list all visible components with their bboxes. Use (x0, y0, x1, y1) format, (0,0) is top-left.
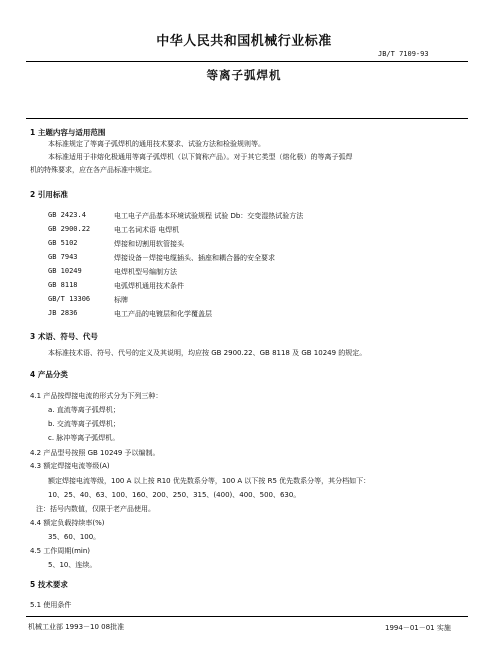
document-title: 等离子弧焊机 (206, 68, 282, 82)
section-4-heading: 4 产品分类 (30, 370, 68, 379)
reference-code: JB 2836 (48, 309, 78, 317)
section-1-heading: 1 主题内容与适用范围 (30, 128, 106, 137)
clause-4-1-item-a: a. 直流等离子弧焊机； (48, 406, 120, 414)
clause-4-5-values: 5、10、连续。 (48, 561, 97, 569)
clause-4-3-note: 注：括号内数值，仅限于老产品使用。 (36, 505, 155, 513)
reference-code: GB 5102 (48, 239, 78, 247)
clause-4-1-item-b: b. 交流等离子弧焊机； (48, 420, 120, 428)
clause-4-1-item-c: c. 脉冲等离子弧焊机。 (48, 434, 120, 442)
section-1-paragraph-1: 本标准规定了等离子弧焊机的通用技术要求、试验方法和检验规则等。 (48, 140, 265, 148)
reference-name: 电工电子产品基本环境试验规程 试验 Db：交变湿热试验方法 (114, 212, 304, 220)
reference-name: 电工产品的电镀层和化学覆盖层 (114, 310, 212, 318)
section-1-paragraph-2-line-1: 本标准适用于非熔化极通用等离子弧焊机（以下简称产品）。对于其它类型（熔化极）的等离子弧焊 (48, 153, 353, 161)
reference-name: 标牌 (114, 296, 128, 304)
reference-name: 焊接和切割用软管接头 (114, 240, 184, 248)
reference-code: GB/T 13306 (48, 295, 91, 303)
header-rule (26, 61, 468, 62)
clause-5-1: 5.1 使用条件 (30, 601, 72, 609)
clause-4-4-values: 35、60、100。 (48, 533, 101, 541)
reference-code: GB 10249 (48, 267, 82, 275)
reference-code: GB 2900.22 (48, 225, 91, 233)
reference-name: 焊接设备－焊接电缆插头、插座和耦合器的安全要求 (114, 254, 275, 262)
clause-4-1: 4.1 产品按焊接电流的形式分为下列三种： (30, 392, 163, 400)
reference-name: 电弧焊机通用技术条件 (114, 282, 184, 290)
clause-4-3: 4.3 额定焊接电流等级(A) (30, 462, 110, 470)
section-3-heading: 3 术语、符号、代号 (30, 332, 98, 341)
reference-code: GB 8118 (48, 281, 78, 289)
approval-date: 机械工业部 1993－10 08批准 (28, 623, 125, 631)
clause-4-4: 4.4 额定负载持续率(%) (30, 519, 105, 527)
standard-number: JB/T 7109-93 (378, 50, 429, 58)
organization-title: 中华人民共和国机械行业标准 (156, 34, 332, 49)
effective-date: 1994－01－01 实施 (385, 624, 451, 632)
clause-4-3-paragraph-2: 10、25、40、63、100、160、200、250、315、(400)、400、500、630。 (48, 491, 301, 499)
clause-4-3-paragraph-1: 额定焊接电流等级，100 A 以上按 R10 优先数系分等，100 A 以下按 R5 优先数系分等，其分档如下： (48, 477, 371, 485)
footer-rule (26, 616, 468, 617)
section-3-paragraph: 本标准技术语、符号、代号的定义及其说明，均应按 GB 2900.22、GB 8118 及 GB 10249 的规定。 (48, 349, 367, 357)
reference-name: 电工名词术语 电焊机 (114, 226, 180, 234)
reference-name: 电焊机型号编制方法 (114, 268, 177, 276)
clause-4-5: 4.5 工作周期(min) (30, 547, 91, 555)
reference-code: GB 7943 (48, 253, 78, 261)
section-1-paragraph-2-line-2: 机的特殊要求，应在各产品标准中规定。 (30, 166, 156, 174)
reference-code: GB 2423.4 (48, 211, 86, 219)
title-rule (26, 118, 468, 119)
clause-4-2: 4.2 产品型号按照 GB 10249 予以编制。 (30, 449, 160, 457)
section-5-heading: 5 技术要求 (30, 580, 68, 589)
section-2-heading: 2 引用标准 (30, 190, 68, 199)
